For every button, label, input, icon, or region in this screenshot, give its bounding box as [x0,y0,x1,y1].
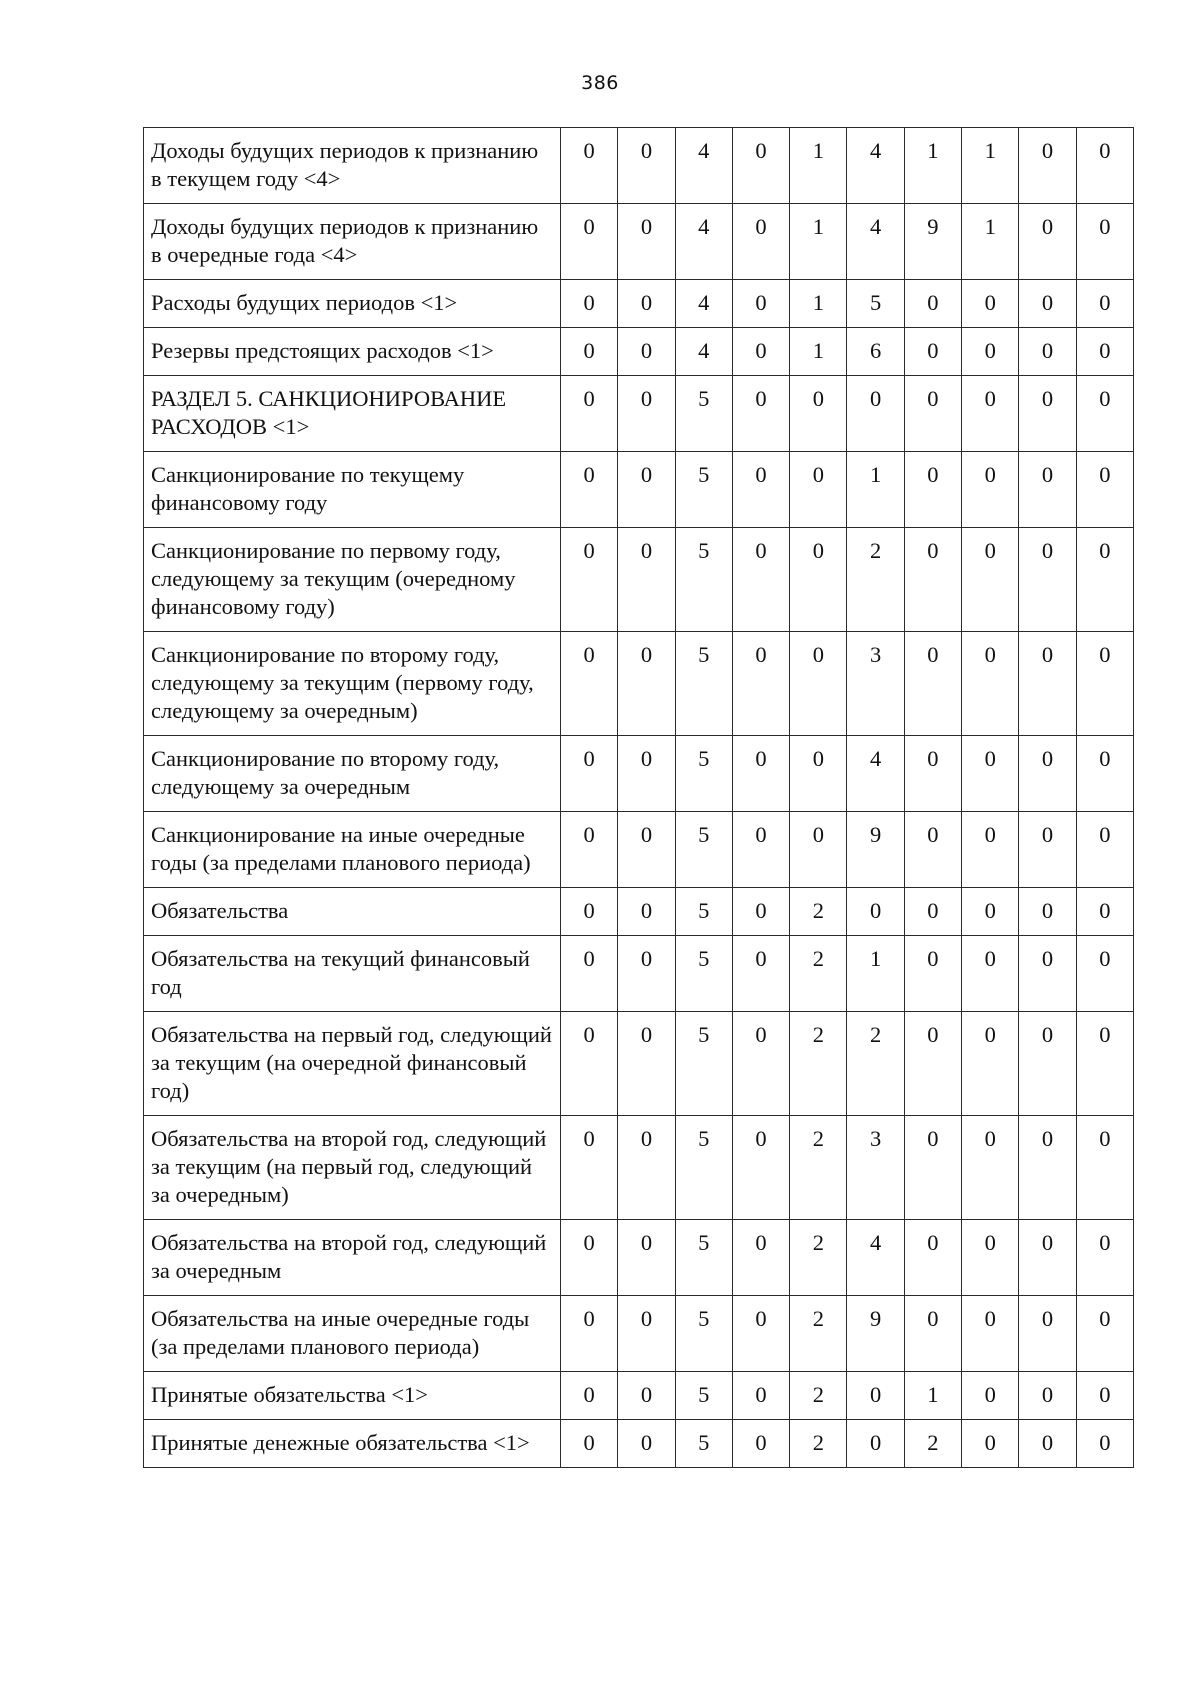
code-digit-7: 0 [904,376,961,452]
code-digit-10: 0 [1076,204,1133,280]
code-digit-7: 0 [904,528,961,632]
code-digit-4: 0 [732,1220,789,1296]
code-digit-5: 2 [790,1220,847,1296]
code-digit-6: 3 [847,1116,904,1220]
account-name-cell: Расходы будущих периодов <1> [144,280,561,328]
code-digit-1: 0 [561,376,618,452]
code-digit-6: 5 [847,280,904,328]
code-digit-6: 4 [847,204,904,280]
code-digit-1: 0 [561,736,618,812]
code-digit-1: 0 [561,280,618,328]
table-row [144,888,1134,936]
code-digit-9: 0 [1019,328,1076,376]
table-row [144,376,1134,452]
code-digit-3: 5 [675,1116,732,1220]
table-row [144,936,1134,1012]
code-digit-8: 0 [962,1420,1019,1468]
code-digit-2: 0 [618,328,675,376]
code-digit-2: 0 [618,280,675,328]
code-digit-3: 5 [675,1372,732,1420]
code-digit-5: 1 [790,128,847,204]
code-digit-4: 0 [732,1116,789,1220]
code-digit-1: 0 [561,452,618,528]
code-digit-10: 0 [1076,376,1133,452]
table-row [144,1116,1134,1220]
code-digit-7: 0 [904,736,961,812]
code-digit-5: 1 [790,328,847,376]
code-digit-9: 0 [1019,1372,1076,1420]
code-digit-8: 0 [962,936,1019,1012]
code-digit-4: 0 [732,528,789,632]
code-digit-7: 0 [904,888,961,936]
code-digit-2: 0 [618,812,675,888]
code-digit-5: 0 [790,528,847,632]
code-digit-3: 5 [675,452,732,528]
code-digit-7: 0 [904,280,961,328]
code-digit-10: 0 [1076,328,1133,376]
code-digit-6: 0 [847,376,904,452]
code-digit-3: 5 [675,888,732,936]
code-digit-3: 5 [675,1420,732,1468]
code-digit-5: 0 [790,736,847,812]
code-digit-6: 4 [847,128,904,204]
code-digit-6: 4 [847,736,904,812]
table-row [144,204,1134,280]
code-digit-10: 0 [1076,632,1133,736]
code-digit-1: 0 [561,528,618,632]
code-digit-8: 1 [962,128,1019,204]
code-digit-8: 0 [962,1012,1019,1116]
code-digit-4: 0 [732,632,789,736]
code-digit-8: 1 [962,204,1019,280]
code-digit-6: 0 [847,1372,904,1420]
code-digit-10: 0 [1076,936,1133,1012]
code-digit-4: 0 [732,452,789,528]
code-digit-10: 0 [1076,1372,1133,1420]
code-digit-5: 2 [790,1012,847,1116]
code-digit-9: 0 [1019,204,1076,280]
code-digit-7: 1 [904,128,961,204]
code-digit-7: 0 [904,632,961,736]
code-digit-4: 0 [732,1420,789,1468]
account-name-cell: Принятые обязательства <1> [144,1372,561,1420]
code-digit-10: 0 [1076,528,1133,632]
code-digit-2: 0 [618,936,675,1012]
code-digit-8: 0 [962,1372,1019,1420]
code-digit-2: 0 [618,1116,675,1220]
code-digit-4: 0 [732,280,789,328]
code-digit-10: 0 [1076,1012,1133,1116]
table-row [144,1372,1134,1420]
code-digit-3: 5 [675,736,732,812]
code-digit-8: 0 [962,376,1019,452]
code-digit-8: 0 [962,1296,1019,1372]
code-digit-9: 0 [1019,736,1076,812]
table-row [144,1420,1134,1468]
code-digit-2: 0 [618,528,675,632]
code-digit-10: 0 [1076,1220,1133,1296]
code-digit-2: 0 [618,1012,675,1116]
account-name-cell: РАЗДЕЛ 5. САНКЦИОНИРОВАНИЕ РАСХОДОВ <1> [144,376,561,452]
code-digit-1: 0 [561,328,618,376]
code-digit-8: 0 [962,1116,1019,1220]
code-digit-2: 0 [618,1220,675,1296]
code-digit-8: 0 [962,632,1019,736]
code-digit-9: 0 [1019,812,1076,888]
account-name-cell: Доходы будущих периодов к признанию в текущем году <4> [144,128,561,204]
table-row [144,328,1134,376]
table-row [144,280,1134,328]
code-digit-1: 0 [561,1116,618,1220]
page-number: 386 [581,72,619,94]
code-digit-7: 0 [904,812,961,888]
code-digit-5: 2 [790,936,847,1012]
code-digit-1: 0 [561,1220,618,1296]
code-digit-1: 0 [561,812,618,888]
code-digit-5: 0 [790,452,847,528]
code-digit-6: 3 [847,632,904,736]
code-digit-5: 2 [790,888,847,936]
account-name-cell: Доходы будущих периодов к признанию в очередные года <4> [144,204,561,280]
code-digit-8: 0 [962,1220,1019,1296]
code-digit-8: 0 [962,528,1019,632]
code-digit-3: 4 [675,128,732,204]
code-digit-3: 5 [675,936,732,1012]
code-digit-3: 5 [675,632,732,736]
table-body [144,128,1134,1468]
code-digit-10: 0 [1076,128,1133,204]
code-digit-6: 2 [847,528,904,632]
code-digit-7: 0 [904,1296,961,1372]
code-digit-10: 0 [1076,452,1133,528]
code-digit-3: 5 [675,1296,732,1372]
code-digit-5: 0 [790,632,847,736]
code-digit-1: 0 [561,888,618,936]
code-digit-3: 5 [675,1012,732,1116]
code-digit-7: 1 [904,1372,961,1420]
table-row [144,1220,1134,1296]
code-digit-7: 0 [904,1220,961,1296]
code-digit-1: 0 [561,1296,618,1372]
code-digit-3: 5 [675,1220,732,1296]
code-digit-1: 0 [561,128,618,204]
code-digit-6: 1 [847,936,904,1012]
code-digit-2: 0 [618,736,675,812]
code-digit-7: 0 [904,1012,961,1116]
code-digit-6: 0 [847,1420,904,1468]
code-digit-9: 0 [1019,280,1076,328]
account-name-cell: Обязательства на первый год, следующий за текущим (на очередной финансовый год) [144,1012,561,1116]
code-digit-9: 0 [1019,1012,1076,1116]
code-digit-9: 0 [1019,1296,1076,1372]
code-digit-9: 0 [1019,452,1076,528]
code-digit-9: 0 [1019,936,1076,1012]
code-digit-7: 2 [904,1420,961,1468]
code-digit-4: 0 [732,128,789,204]
table-row [144,632,1134,736]
code-digit-6: 0 [847,888,904,936]
code-digit-9: 0 [1019,888,1076,936]
code-digit-7: 0 [904,328,961,376]
code-digit-4: 0 [732,736,789,812]
code-digit-2: 0 [618,632,675,736]
code-digit-5: 2 [790,1116,847,1220]
account-name-cell: Обязательства на иные очередные годы (за пределами планового периода) [144,1296,561,1372]
code-digit-6: 9 [847,1296,904,1372]
code-digit-3: 5 [675,528,732,632]
table-row [144,736,1134,812]
code-digit-5: 1 [790,280,847,328]
code-digit-1: 0 [561,204,618,280]
account-name-cell: Обязательства на второй год, следующий за очередным [144,1220,561,1296]
code-digit-7: 9 [904,204,961,280]
account-name-cell: Обязательства на текущий финансовый год [144,936,561,1012]
code-digit-1: 0 [561,1372,618,1420]
code-digit-8: 0 [962,452,1019,528]
code-digit-9: 0 [1019,632,1076,736]
code-digit-7: 0 [904,936,961,1012]
code-digit-7: 0 [904,452,961,528]
code-digit-8: 0 [962,328,1019,376]
code-digit-6: 1 [847,452,904,528]
code-digit-4: 0 [732,328,789,376]
code-digit-5: 2 [790,1372,847,1420]
code-digit-1: 0 [561,936,618,1012]
code-digit-10: 0 [1076,280,1133,328]
code-digit-5: 2 [790,1296,847,1372]
code-digit-6: 9 [847,812,904,888]
account-name-cell: Санкционирование по текущему финансовому году [144,452,561,528]
code-digit-4: 0 [732,1296,789,1372]
table-row [144,1296,1134,1372]
code-digit-3: 5 [675,376,732,452]
code-digit-10: 0 [1076,736,1133,812]
code-digit-1: 0 [561,1012,618,1116]
code-digit-4: 0 [732,888,789,936]
code-digit-3: 4 [675,328,732,376]
account-name-cell: Обязательства на второй год, следующий за текущим (на первый год, следующий за очередным) [144,1116,561,1220]
account-name-cell: Санкционирование по первому году, следующему за текущим (очередному финансовому году) [144,528,561,632]
table-row [144,812,1134,888]
code-digit-10: 0 [1076,812,1133,888]
code-digit-4: 0 [732,1012,789,1116]
table-row [144,128,1134,204]
table-row [144,452,1134,528]
code-digit-2: 0 [618,1420,675,1468]
code-digit-9: 0 [1019,1220,1076,1296]
code-digit-10: 0 [1076,888,1133,936]
code-digit-2: 0 [618,128,675,204]
code-digit-2: 0 [618,376,675,452]
account-codes-table [143,127,1134,1468]
code-digit-5: 0 [790,376,847,452]
code-digit-8: 0 [962,280,1019,328]
code-digit-9: 0 [1019,128,1076,204]
code-digit-4: 0 [732,936,789,1012]
code-digit-9: 0 [1019,528,1076,632]
code-digit-8: 0 [962,812,1019,888]
code-digit-1: 0 [561,1420,618,1468]
code-digit-2: 0 [618,204,675,280]
account-name-cell: Санкционирование на иные очередные годы (за пределами планового периода) [144,812,561,888]
code-digit-4: 0 [732,812,789,888]
code-digit-1: 0 [561,632,618,736]
code-digit-10: 0 [1076,1296,1133,1372]
code-digit-8: 0 [962,736,1019,812]
code-digit-10: 0 [1076,1116,1133,1220]
code-digit-3: 4 [675,204,732,280]
account-name-cell: Санкционирование по второму году, следующему за текущим (первому году, следующему за очередным) [144,632,561,736]
table-row [144,528,1134,632]
code-digit-5: 2 [790,1420,847,1468]
code-digit-2: 0 [618,888,675,936]
code-digit-9: 0 [1019,376,1076,452]
code-digit-4: 0 [732,204,789,280]
account-name-cell: Санкционирование по второму году, следующему за очередным [144,736,561,812]
code-digit-2: 0 [618,1296,675,1372]
code-digit-4: 0 [732,1372,789,1420]
code-digit-6: 6 [847,328,904,376]
code-digit-3: 5 [675,812,732,888]
code-digit-6: 2 [847,1012,904,1116]
code-digit-9: 0 [1019,1116,1076,1220]
code-digit-5: 0 [790,812,847,888]
code-digit-6: 4 [847,1220,904,1296]
code-digit-10: 0 [1076,1420,1133,1468]
code-digit-2: 0 [618,452,675,528]
code-digit-5: 1 [790,204,847,280]
code-digit-8: 0 [962,888,1019,936]
code-digit-3: 4 [675,280,732,328]
table-row [144,1012,1134,1116]
code-digit-2: 0 [618,1372,675,1420]
account-name-cell: Обязательства [144,888,561,936]
account-name-cell: Резервы предстоящих расходов <1> [144,328,561,376]
code-digit-7: 0 [904,1116,961,1220]
code-digit-4: 0 [732,376,789,452]
account-name-cell: Принятые денежные обязательства <1> [144,1420,561,1468]
code-digit-9: 0 [1019,1420,1076,1468]
